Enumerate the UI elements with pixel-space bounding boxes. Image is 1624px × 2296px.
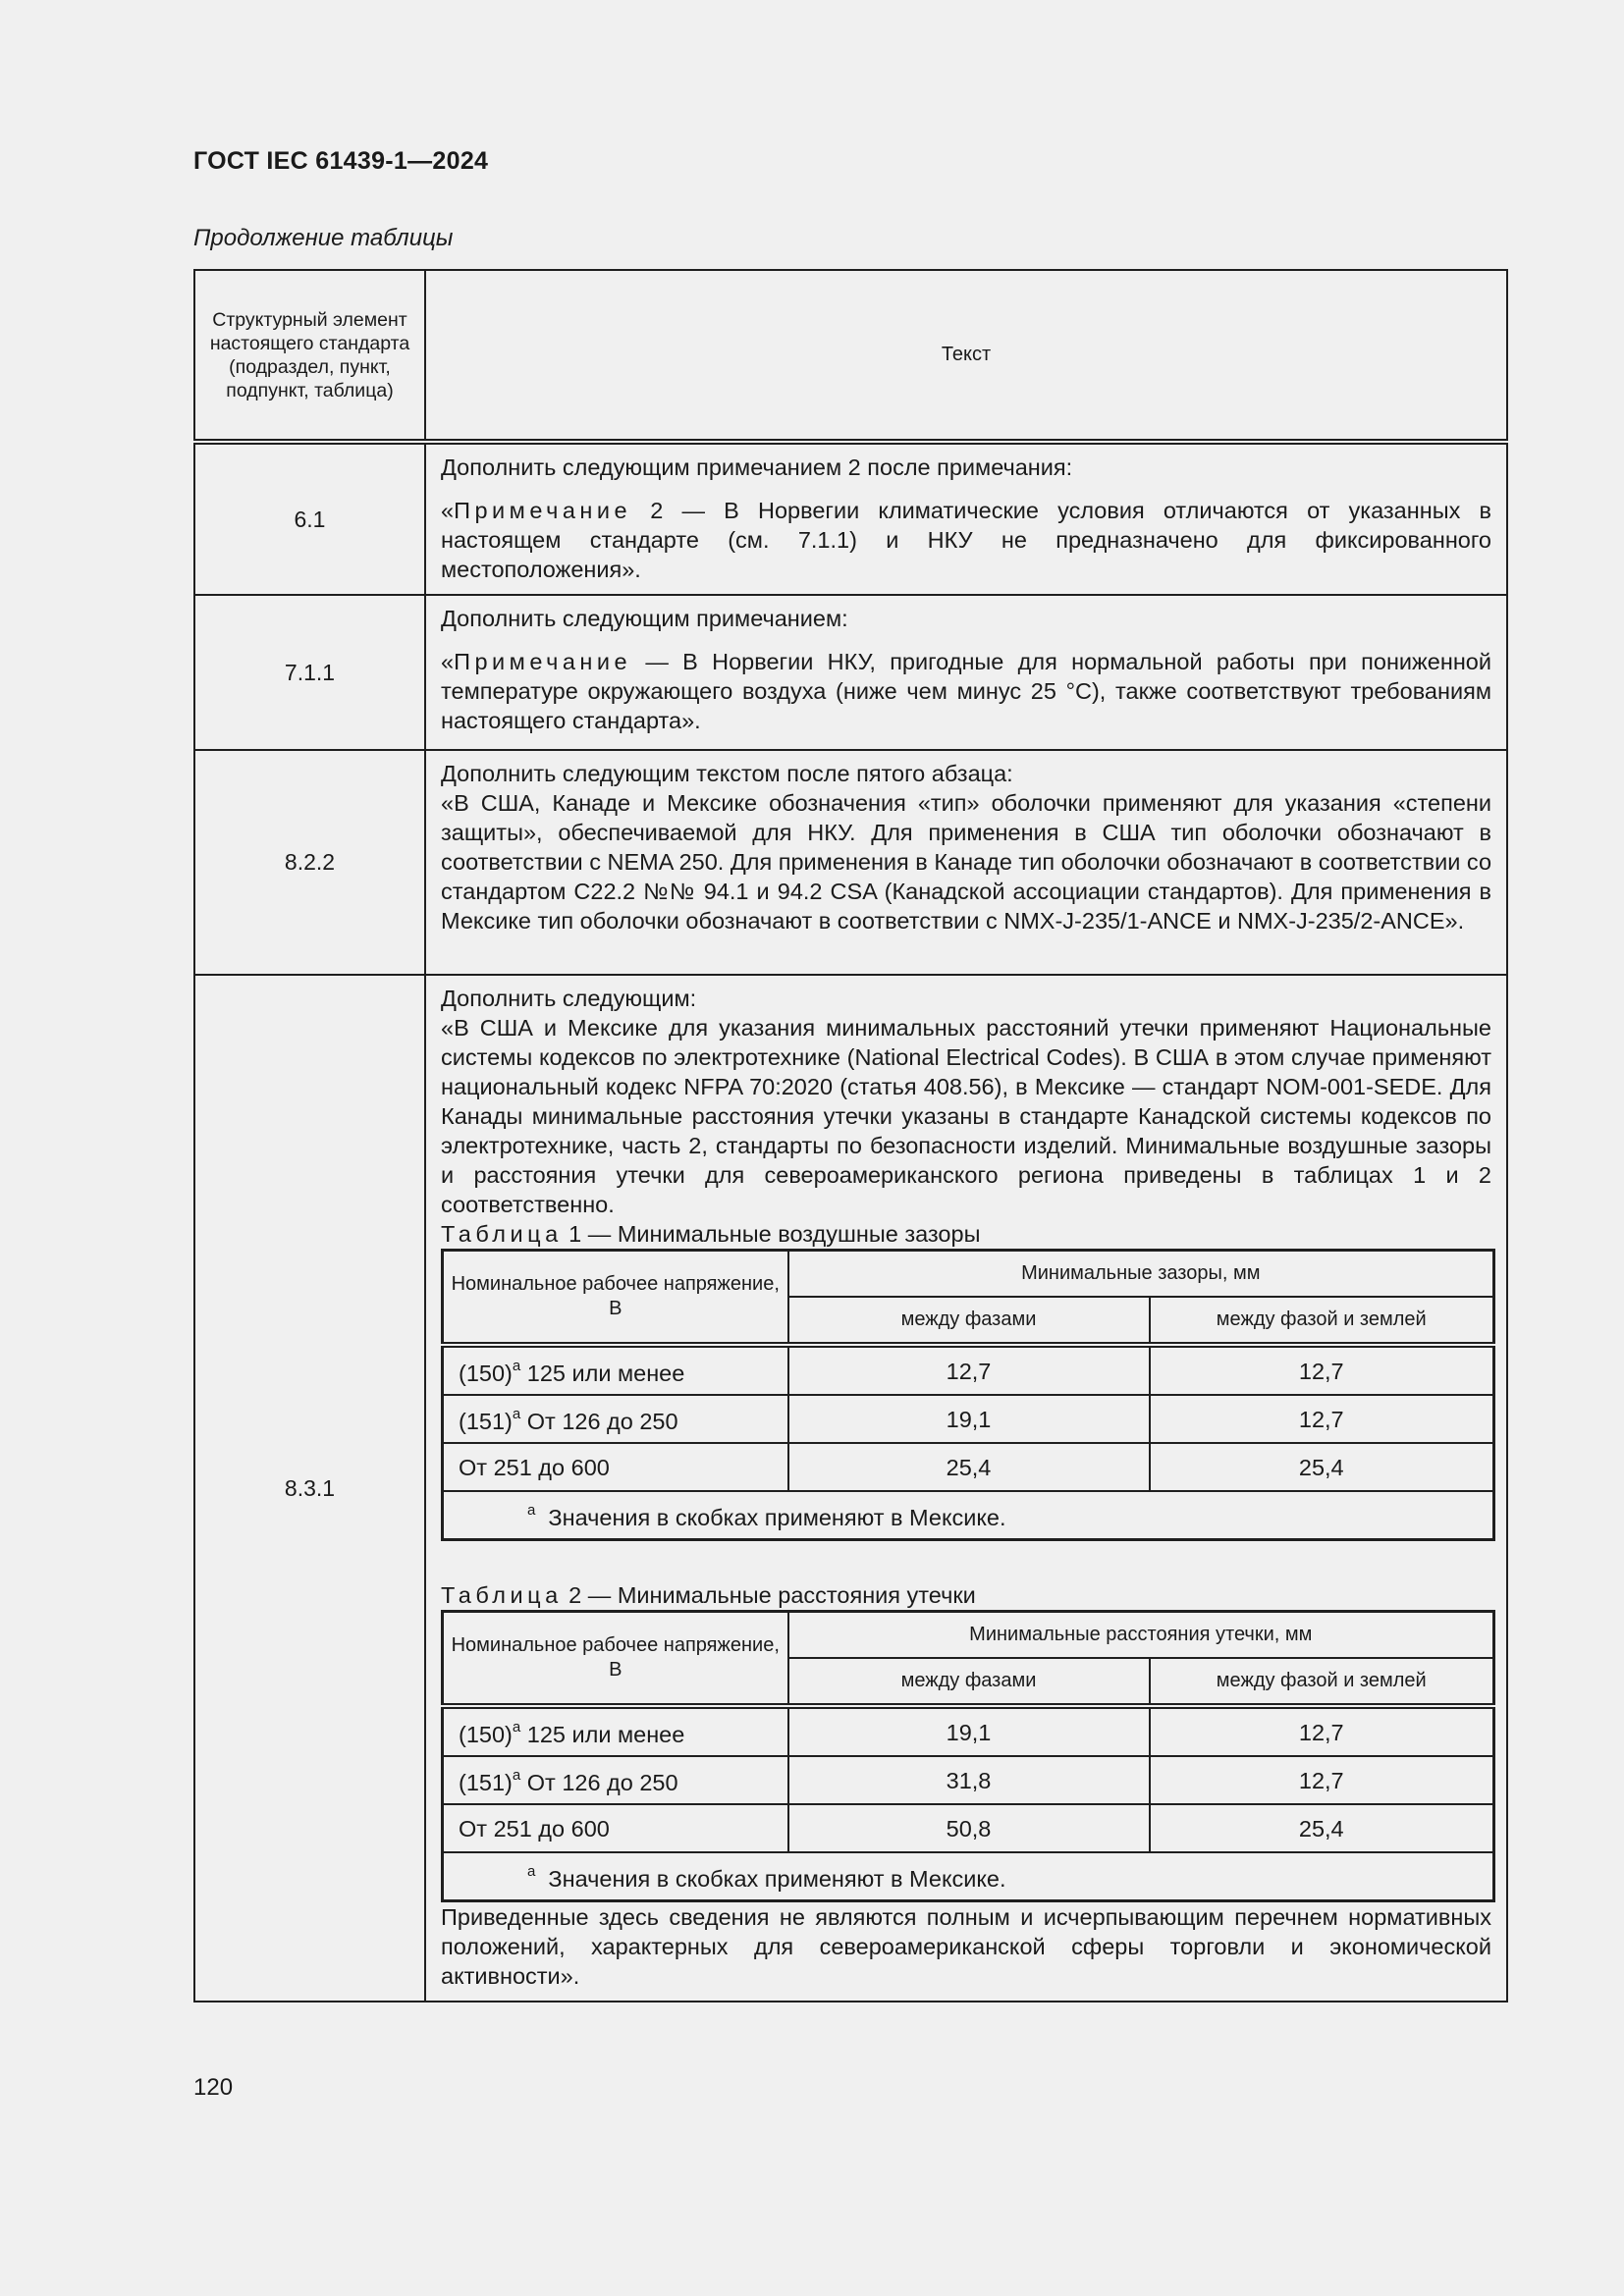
row-text	[425, 750, 1507, 975]
page-number: 120	[193, 2074, 234, 2101]
subtable-2	[441, 1610, 1495, 1902]
subtable-footnote: $^a$ Значения в скобках применяют в Мексике.	[443, 1852, 1494, 1901]
subtable-group-header: Минимальные зазоры, мм	[788, 1251, 1494, 1298]
table-row	[194, 975, 1507, 2002]
note-text: «Примечание — В Норвегии НКУ, пригодные для нормальной работы при пониженной температуре окружающего воздуха (ниже чем минус 25 °C), также соответствуют требованиям настоящего стандарта».	[441, 649, 1491, 733]
phase-cell: 12,7	[788, 1345, 1150, 1395]
subtable-ground-header: между фазой и землей	[1150, 1658, 1494, 1706]
row-text	[425, 975, 1507, 2002]
body-text: «В США и Мексике для указания минимальных расстояний утечки применяют Национальные системы кодексов по электротехнике (National Electrical Codes). В США в этом случае применяют национальный кодекс NFPA 70:2020 (статья 408.56), в Мексике — стандарт NOM-001-SEDE. Для Канады минимальные расстояния утечки указаны в стандарте Канадской системы кодексов по электротехнике, часть 2, стандарты по безопасности изделий. Минимальные воздушные зазоры и расстояния утечки для североамериканского региона приведены в таблицах 1 и 2 соответственно.	[441, 1015, 1491, 1217]
document-title: ГОСТ IEC 61439-1—2024	[193, 147, 489, 175]
main-table	[193, 269, 1508, 2002]
table-row	[443, 1804, 1494, 1852]
phase-cell: 25,4	[788, 1443, 1150, 1491]
subtable-phase-header: между фазами	[788, 1297, 1150, 1345]
ground-cell: 12,7	[1150, 1395, 1494, 1443]
table-continuation-label: Продолжение таблицы	[193, 225, 454, 251]
instruction-text: Дополнить следующим текстом после пятого абзаца:	[441, 761, 1013, 786]
instruction-text: Дополнить следующим примечанием 2 после примечания:	[441, 454, 1073, 480]
voltage-cell: От 251 до 600	[443, 1443, 788, 1491]
phase-cell: 31,8	[788, 1756, 1150, 1804]
main-table-header	[194, 270, 1507, 442]
phase-cell: 50,8	[788, 1804, 1150, 1852]
row-number: 8.2.2	[194, 750, 425, 975]
table-row	[443, 1345, 1494, 1395]
ground-cell: 25,4	[1150, 1804, 1494, 1852]
voltage-cell: $(150)^a$ 125 или менее	[443, 1345, 788, 1395]
table-row	[194, 442, 1507, 595]
row-number: 8.3.1	[194, 975, 425, 2002]
subtable-1	[441, 1249, 1495, 1541]
table-row	[443, 1395, 1494, 1443]
subtable-phase-header: между фазами	[788, 1658, 1150, 1706]
row-number: 7.1.1	[194, 595, 425, 750]
instruction-text: Дополнить следующим:	[441, 986, 697, 1011]
phase-cell: 19,1	[788, 1706, 1150, 1756]
table-row	[443, 1706, 1494, 1756]
voltage-cell: $(151)^a$ От 126 до 250	[443, 1395, 788, 1443]
subtable-voltage-header: Номинальное рабочее напряжение, В	[443, 1612, 788, 1707]
col-text-header: Текст	[425, 270, 1507, 442]
voltage-cell: От 251 до 600	[443, 1804, 788, 1852]
row-text	[425, 442, 1507, 595]
closing-text: Приведенные здесь сведения не являются полным и исчерпывающим перечнем нормативных положений, характерных для североамериканской сферы торговли и экономической активности».	[441, 1904, 1491, 1989]
instruction-text: Дополнить следующим примечанием:	[441, 606, 848, 631]
table-row	[194, 595, 1507, 750]
subtable-voltage-header: Номинальное рабочее напряжение, В	[443, 1251, 788, 1346]
table-row	[443, 1443, 1494, 1491]
voltage-cell: $(151)^a$ От 126 до 250	[443, 1756, 788, 1804]
subtable-footnote: $^a$ Значения в скобках применяют в Мексике.	[443, 1491, 1494, 1540]
row-number: 6.1	[194, 442, 425, 595]
table-row	[443, 1756, 1494, 1804]
ground-cell: 12,7	[1150, 1345, 1494, 1395]
subtable-ground-header: между фазой и землей	[1150, 1297, 1494, 1345]
subtable-1-caption: Таблица 1 — Минимальные воздушные зазоры	[441, 1221, 981, 1247]
body-text: «В США, Канаде и Мексике обозначения «тип» оболочки применяют для указания «степени защиты», обеспечиваемой для НКУ. Для применения в США тип оболочки обозначают в соответствии с NEMA 250. Для применения в Канаде тип оболочки обозначают в соответствии со стандартом C22.2 №№ 94.1 и 94.2 CSA (Канадской ассоциации стандартов). Для применения в Мексике тип оболочки обозначают в соответствии с NMX-J-235/1-ANCE и NMX-J-235/2-ANCE».	[441, 790, 1492, 934]
note-text: «Примечание 2 — В Норвегии климатические условия отличаются от указанных в настоящем стандарте (см. 7.1.1) и НКУ не предназначено для фиксированного местоположения».	[441, 498, 1491, 582]
phase-cell: 19,1	[788, 1395, 1150, 1443]
col-structural-element-header: Структурный элемент настоящего стандарта (подраздел, пункт, подпункт, таблица)	[194, 270, 425, 442]
ground-cell: 12,7	[1150, 1756, 1494, 1804]
ground-cell: 25,4	[1150, 1443, 1494, 1491]
table-row	[194, 750, 1507, 975]
ground-cell: 12,7	[1150, 1706, 1494, 1756]
subtable-group-header: Минимальные расстояния утечки, мм	[788, 1612, 1494, 1659]
row-text	[425, 595, 1507, 750]
subtable-2-caption: Таблица 2 — Минимальные расстояния утечки	[441, 1582, 976, 1608]
voltage-cell: $(150)^a$ 125 или менее	[443, 1706, 788, 1756]
